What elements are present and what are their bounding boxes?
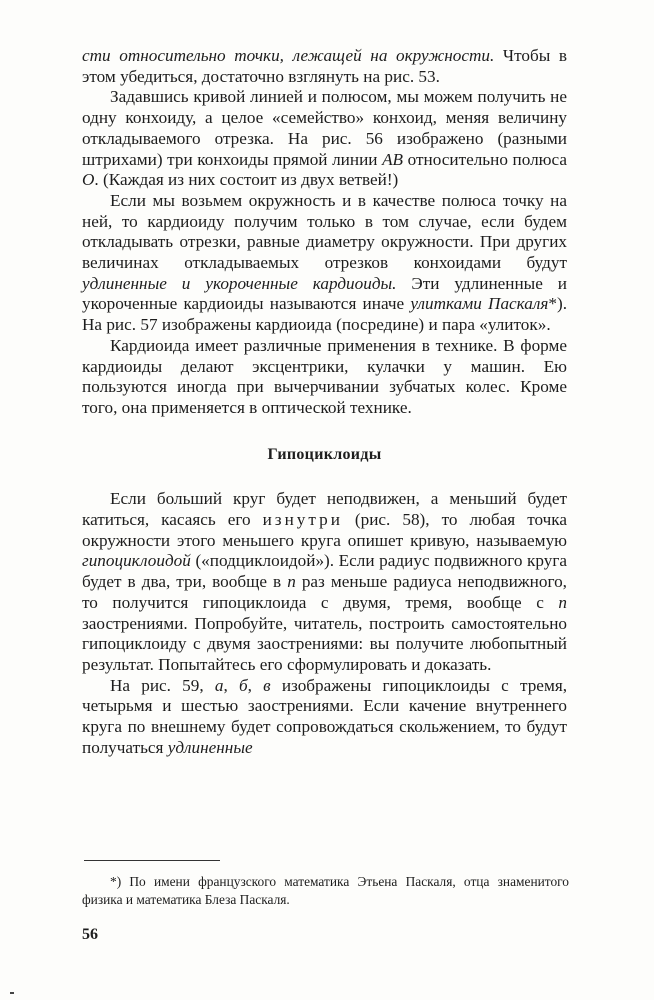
- paragraph-text: Если мы возьмем окружность и в качестве полюса точку на ней, то кардиоиду получим только в том случае, если будем откладывать отрезки, равные диаметру окружности. При других величинах откладываемых отрезков конхоидами будут: [82, 190, 567, 273]
- paragraph-text: Эти удлиненные и укороченные кардиоиды называются иначе: [82, 273, 567, 314]
- paragraph: [82, 87, 567, 191]
- main-text: [82, 46, 567, 759]
- paragraph-text: (рис. 58), то любая точка окружности этого меньшего круга опишет кривую, называемую: [82, 510, 567, 550]
- paragraph-text: Задавшись кривой линией и полюсом, мы можем получить не одну конхоиду, а целое «семейство» конхоид, меняя величину откладываемого отрезка. На рис. 56 изображено (разными штрихами) три конхоиды прямой линии: [82, 87, 567, 169]
- paragraph-text: изображены гипоциклоиды с тремя, четырьмя и шестью заострениями. Если качение внутреннего круга по внешнему будет сопровождаться скольжением, то будут получаться: [82, 675, 568, 757]
- paragraph-text: раз меньше радиуса неподвижного, то получится гипоциклоида с двумя, тремя, вообще с: [82, 572, 567, 612]
- figure-letter: в: [263, 675, 271, 695]
- footnote-divider: [84, 860, 220, 861]
- paragraph-text: . (Каждая из них состоит из двух ветвей!): [94, 170, 399, 190]
- italic-phrase: сти относительно точки, лежащей на окружности.: [82, 46, 495, 65]
- paragraph: [82, 489, 567, 675]
- separator: ,: [223, 675, 239, 695]
- paragraph-text: заострениями. Попробуйте, читатель, построить самостоятельно гипоциклоиду с двумя заострениями: вы получите любопытный результат. Попытайтесь его сформулировать и доказать.: [82, 613, 567, 674]
- paragraph: Кардиоида имеет различные применения в технике. В форме кардиоиды делают эксцентрики, кулачки у машин. Ею пользуются иногда при вычерчивании зубчатых колес. Кроме того, она применяется в оптической технике.: [82, 335, 567, 417]
- figure-letter: б: [238, 675, 248, 695]
- paragraph-text: Чтобы в этом убедиться, достаточно взглянуть на рис. 53.: [82, 46, 567, 86]
- paragraph-text: *). На рис. 57 изображены кардиоида (посредине) и пара «улиток».: [82, 294, 567, 335]
- separator: ,: [247, 675, 264, 695]
- scan-mark: [10, 992, 14, 994]
- paragraph-text: («подциклоидой»). Если радиус подвижного круга будет в два, три, вообще в: [82, 551, 567, 592]
- italic-phrase: гипоциклоидой: [82, 551, 191, 571]
- paragraph: [82, 46, 567, 87]
- italic-phrase: удлиненные и укороченные кардиоиды.: [82, 273, 397, 293]
- paragraph: [82, 676, 567, 759]
- footnote: [82, 873, 569, 909]
- variable-n: n: [558, 592, 567, 612]
- figure-letter: а: [214, 675, 224, 695]
- paragraph-text: Если больший круг будет неподвижен, а меньший будет катиться, касаясь его: [82, 489, 567, 530]
- paragraph-text: относительно полюса: [403, 149, 567, 169]
- italic-phrase: улитками Паскаля: [410, 294, 549, 314]
- page-number: 56: [82, 926, 98, 943]
- spaced-emphasis: изнутри: [262, 510, 343, 530]
- paragraph-text: На рис. 59,: [110, 675, 215, 695]
- section-heading: Гипоциклоиды: [267, 445, 382, 463]
- pole-label: O: [82, 170, 95, 190]
- footnote-text: *) По имени французского математика Этьена Паскаля, отца знаменитого физика и математика Блеза Паскаля.: [82, 874, 569, 907]
- paragraph: [82, 191, 567, 336]
- variable-n: n: [287, 572, 296, 592]
- line-label: AB: [382, 149, 404, 169]
- italic-phrase: удлиненные: [167, 737, 253, 757]
